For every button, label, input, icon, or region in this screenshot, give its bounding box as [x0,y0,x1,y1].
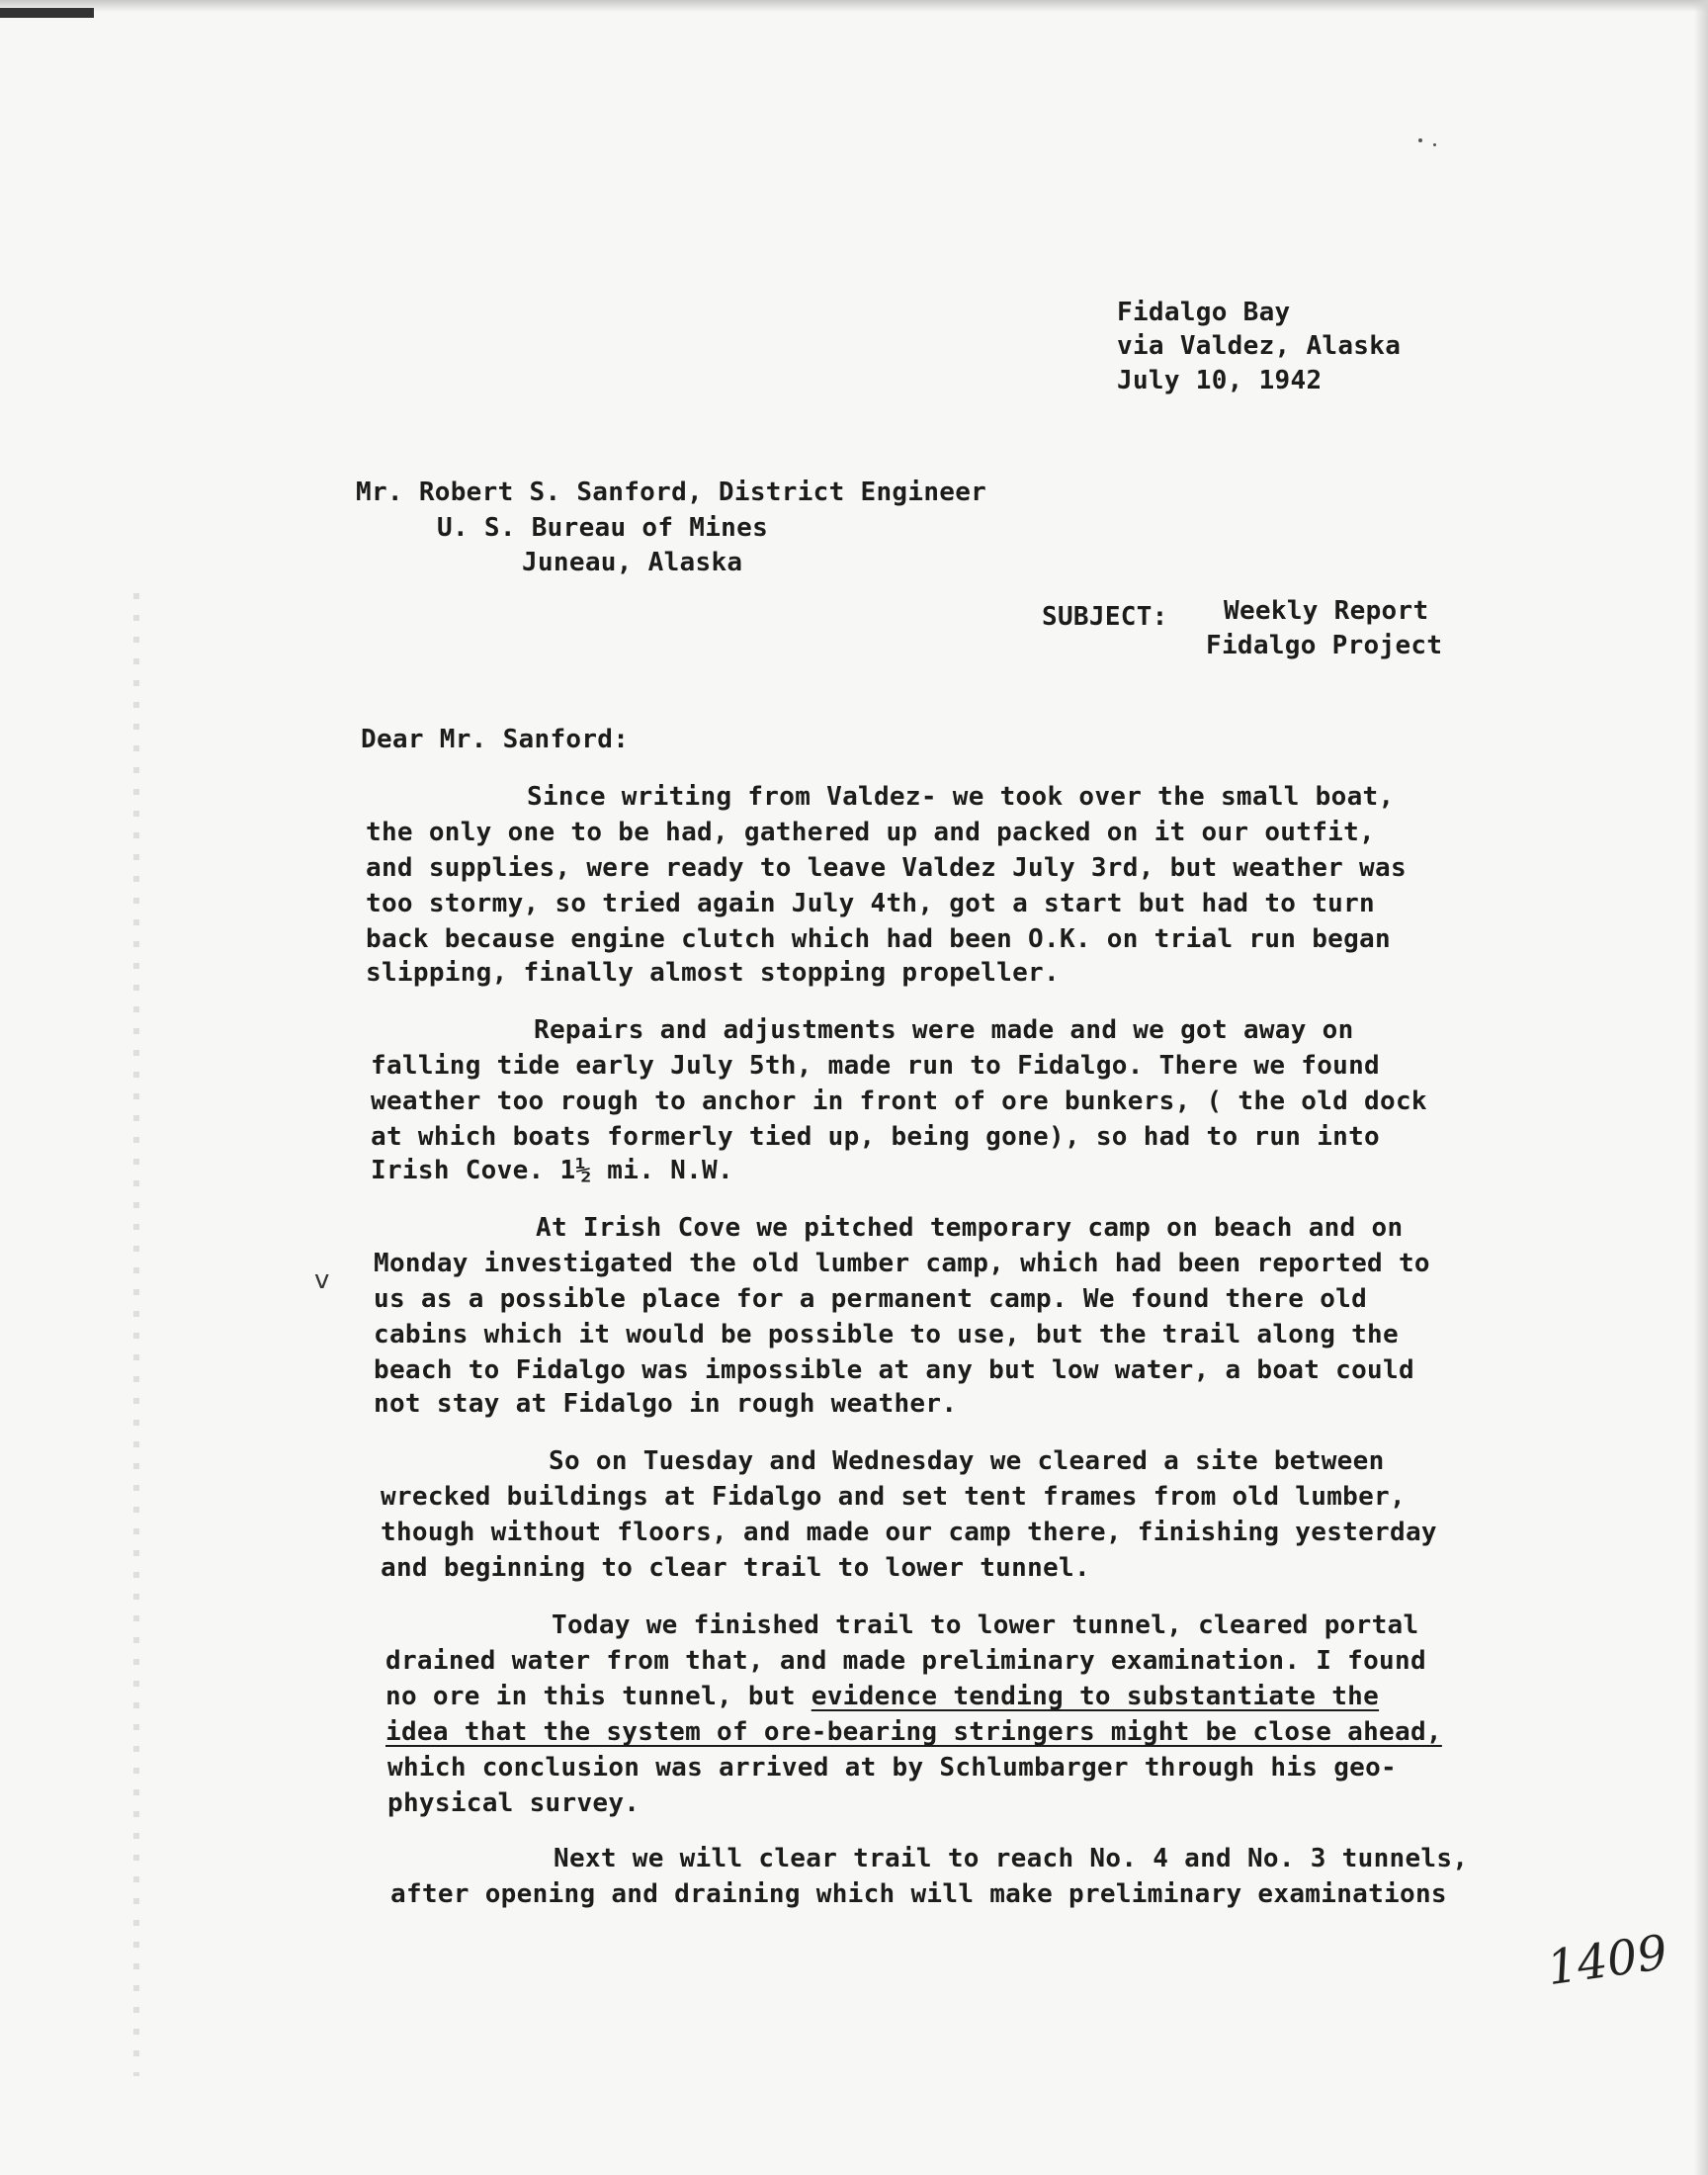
paragraph-5-line: Today we finished trail to lower tunnel, cleared portal [552,1610,1419,1640]
paragraph-5-line [385,1681,1379,1712]
recipient-city: Juneau, Alaska [522,548,743,577]
scan-speck [1433,143,1436,146]
scan-edge-mark [0,8,94,18]
paragraph-1-line: the only one to be had, gathered up and packed on it our outfit, [366,818,1376,847]
paragraph-4-line: and beginning to clear trail to lower tunnel. [381,1553,1090,1583]
paragraph-2-line: Irish Cove. 1½ mi. N.W. [371,1156,733,1185]
paragraph-3-line: At Irish Cove we pitched temporary camp on beach and on [536,1213,1404,1243]
paragraph-1-line: Since writing from Valdez- we took over the small boat, [527,782,1395,812]
heading-via: via Valdez, Alaska [1117,331,1402,361]
paragraph-1-line: and supplies, were ready to leave Valdez July 3rd, but weather was [366,853,1407,883]
paragraph-2-line: weather too rough to anchor in front of ore bunkers, ( the old dock [371,1087,1427,1116]
paragraph-6-line: after opening and draining which will make preliminary examinations [390,1879,1447,1909]
underlined-passage: evidence tending to substantiate the [811,1682,1380,1711]
heading-date: July 10, 1942 [1117,366,1323,395]
paragraph-3-line: Monday investigated the old lumber camp, which had been reported to [374,1249,1430,1278]
scan-edge-left [133,593,139,2076]
recipient-name: Mr. Robert S. Sanford, District Engineer [356,478,987,507]
salutation: Dear Mr. Sanford: [361,725,630,754]
heading-place: Fidalgo Bay [1117,298,1291,327]
paragraph-5-line: drained water from that, and made preliminary examination. I found [385,1646,1426,1676]
subject-line-1: Weekly Report [1224,596,1429,626]
paragraph-3-line: beach to Fidalgo was impossible at any but low water, a boat could [374,1355,1414,1385]
paragraph-2-line: at which boats formerly tied up, being gone), so had to run into [371,1122,1381,1152]
underlined-passage: idea that the system of ore-bearing stringers might be close ahead, [385,1717,1442,1747]
paragraph-3-line: cabins which it would be possible to use, but the trail along the [374,1320,1399,1349]
paragraph-3-line: us as a possible place for a permanent camp. We found there old [374,1284,1368,1314]
margin-check-mark: v [314,1265,330,1295]
handwritten-page-number: 1409 [1543,1924,1671,1997]
subject-label: SUBJECT: [1042,602,1168,632]
paragraph-2-line: falling tide early July 5th, made run to Fidalgo. There we found [371,1051,1381,1081]
paragraph-4-line: wrecked buildings at Fidalgo and set tent frames from old lumber, [381,1482,1406,1512]
paragraph-5-plain-text: no ore in this tunnel, but [385,1682,811,1711]
paragraph-5-line: physical survey. [387,1788,640,1818]
recipient-office: U. S. Bureau of Mines [437,513,769,543]
paragraph-1-line: slipping, finally almost stopping propeller. [366,958,1060,988]
paragraph-4-line: though without floors, and made our camp there, finishing yesterday [381,1518,1437,1547]
paragraph-6-line: Next we will clear trail to reach No. 4 and No. 3 tunnels, [554,1844,1469,1873]
subject-line-2: Fidalgo Project [1206,631,1443,660]
paragraph-5-line: which conclusion was arrived at by Schlumbarger through his geo- [387,1753,1398,1783]
scan-speck [1418,138,1422,142]
paragraph-2-line: Repairs and adjustments were made and we got away on [534,1015,1354,1045]
scan-edge-top [0,0,1708,12]
paragraph-4-line: So on Tuesday and Wednesday we cleared a site between [549,1446,1385,1476]
scan-edge-right [1694,0,1708,2175]
paragraph-3-line: not stay at Fidalgo in rough weather. [374,1389,958,1419]
paragraph-1-line: back because engine clutch which had been O.K. on trial run began [366,924,1391,954]
paragraph-1-line: too stormy, so tried again July 4th, got a start but had to turn [366,889,1376,918]
